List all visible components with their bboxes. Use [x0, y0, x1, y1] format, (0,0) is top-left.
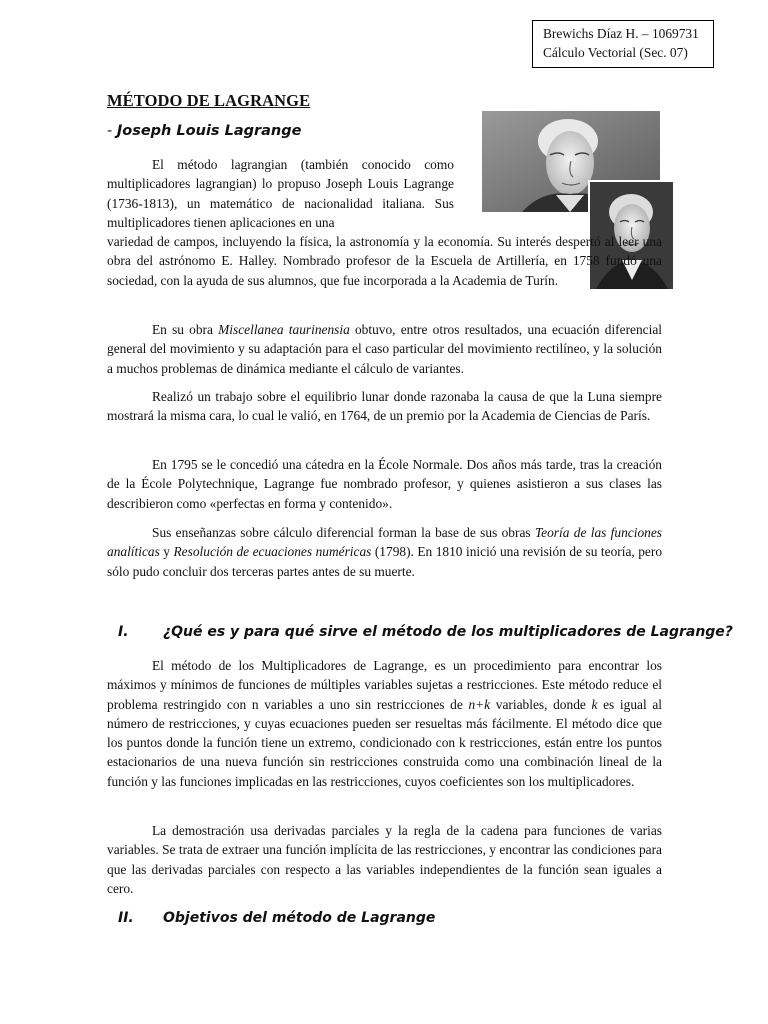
section-1-title: ¿Qué es y para qué sirve el método de los multiplicadores de Lagrange? — [163, 624, 733, 640]
text-run: variables, donde — [490, 696, 592, 712]
section-2-title: Objetivos del método de Lagrange — [163, 910, 436, 926]
document-title: MÉTODO DE LAGRANGE — [107, 91, 311, 110]
course-line: Cálculo Vectorial (Sec. 07) — [543, 45, 688, 60]
text-run: El método de los Multiplicadores de Lagrange, es un procedimiento para encontrar los máximos y mínimos de funciones de múltiples variables sujetas a restricciones. Este método reduce el problema restringido con n variables a uno sin restricciones de — [107, 658, 662, 712]
text-run: Sus enseñanzas sobre cálculo diferencial forman la base de sus obras — [152, 525, 535, 540]
bio-paragraph-3: Realizó un trabajo sobre el equilibrio lunar donde razonaba la causa de que la Luna siempre mostrará la misma cara, lo cual le valió, en 1764, de un premio por la Academia de Ciencias de París. — [107, 389, 662, 424]
section-1-paragraph-1 — [107, 656, 662, 791]
author-line: Brewichs Díaz H. – 1069731 — [543, 26, 699, 41]
text-run: es igual al número de restricciones, y cuyas ecuaciones pueden ser resueltas más fácilmente. El método dice que los puntos donde la función tiene un extremo, condicionado con k restricciones, están entre los puntos estacionarios de una nueva función sin restricciones construida como una combinación lineal de la función y las funciones implicadas en las restricciones, cuyos coeficientes son los multiplicadores. — [107, 696, 663, 789]
bio-paragraph-2 — [107, 320, 662, 378]
bio-paragraph-5 — [107, 523, 662, 581]
text-run: y — [159, 544, 174, 560]
section-1-number: I. — [118, 624, 129, 640]
text-run: (1798). En 1810 inició una revisión de su teoría, pero sólo pudo concluir dos terceras partes antes de su muerte. — [107, 544, 663, 579]
work-title-miscellanea: Miscellanea taurinensia — [218, 322, 350, 337]
math-k: k — [591, 696, 598, 712]
section-1-paragraph-2: La demostración usa derivadas parciales y la regla de la cadena para funciones de varias variables. Se trata de extraer una función implícita de las restricciones, y encontrar las condiciones para que las derivadas parciales con respecto a las variables independientes de la función sean iguales a cero. — [107, 823, 662, 896]
bio-paragraph-4: En 1795 se le concedió una cátedra en la École Normale. Dos años más tarde, tras la creación de la École Polytechnique, Lagrange fue nombrado profesor, y quienes asistieron a sus clases las describieron como «perfectas en forma y contenido». — [107, 457, 662, 511]
author-info-box — [532, 20, 714, 68]
work-title-funciones: Teoría de las funciones analíticas — [107, 525, 662, 560]
text-run: En su obra — [152, 322, 219, 337]
bio-paragraph-1b: variedad de campos, incluyendo la física, la astronomía y la economía. Su interés despertó al leer una obra del astrónomo E. Halley. Nombrado profesor de la Escuela de Artillería, en 1758 fundó una sociedad, con la ayuda de sus alumnos, que fue incorporada a la Academia de Turín. — [107, 234, 662, 288]
text-run: obtuvo, entre otros resultados, una ecuación diferencial general del movimiento y su adaptación para el caso particular del movimiento rectilíneo, y la solución a muchos problemas de dinámica mediante el cálculo de variantes. — [107, 322, 662, 376]
math-n-plus-k: n+k — [468, 696, 491, 712]
subtitle-dash: - — [107, 123, 117, 139]
subtitle — [107, 123, 301, 139]
subtitle-name: Joseph Louis Lagrange — [116, 123, 302, 139]
section-2-heading — [107, 910, 435, 926]
section-1-heading — [107, 624, 733, 640]
work-title-resolucion: Resolución de ecuaciones numéricas — [173, 544, 372, 560]
section-2-number: II. — [118, 910, 134, 926]
bio-paragraph-1a: El método lagrangian (también conocido como multiplicadores lagrangian) lo propuso Joseph Louis Lagrange (1736-1813), un matemático de nacionalidad italiana. Sus multiplicadores tienen aplicaciones en una — [107, 157, 454, 230]
